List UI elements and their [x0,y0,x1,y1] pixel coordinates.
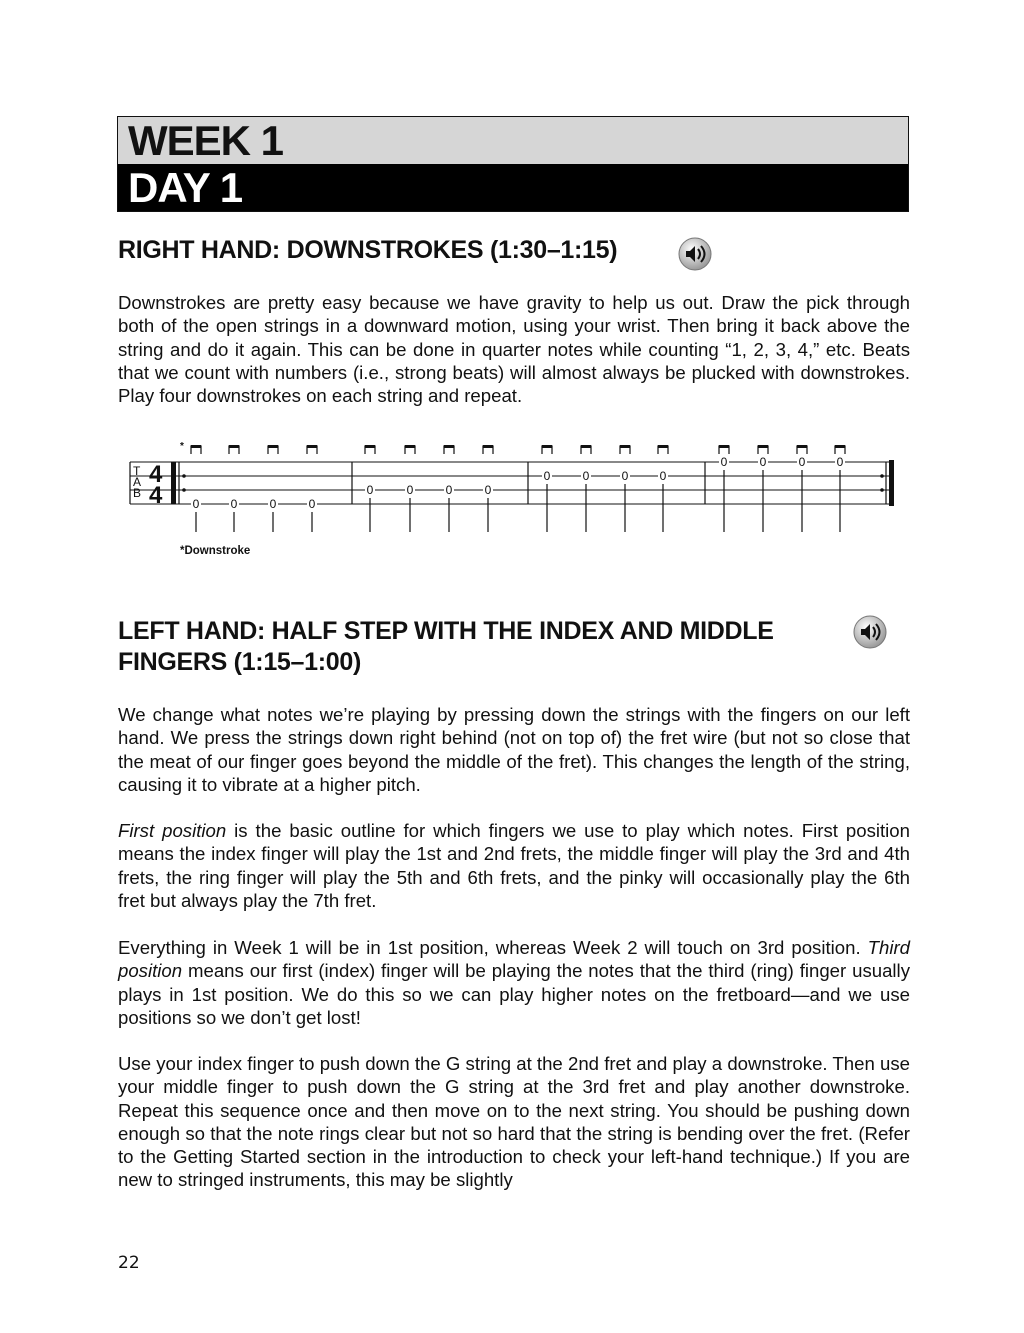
downstroke-symbol-bar [797,445,807,448]
fret-number: 0 [543,469,551,483]
section-title-half-step-line1: LEFT HAND: HALF STEP WITH THE INDEX AND MIDDLE [118,617,774,645]
half-step-paragraph-2 [118,819,910,912]
half-step-paragraph-1: We change what notes we’re playing by pressing down the strings with the fingers on our left hand. We press the strings down right behind (not on top of) the fret wire (but not so close that the meat of our finger goes beyond the middle of the fret). This changes the length of the string, causing it to vibrate at a higher pitch. [118,704,910,795]
downstroke-symbol-bar [191,445,201,448]
downstroke-symbol-bar [620,445,630,448]
first-position-term: First position [118,820,227,841]
half-step-paragraph-3 [118,936,910,1029]
repeat-dot [880,488,884,492]
first-position-text: is the basic outline for which fingers we use to play which notes. First position means the index finger will play the 1st and 2nd frets, the middle finger will play the 3rd and 4th frets, the ring finger will play the 5th and 6th frets, and the pinky will occasionally play the 6th fret but always play the 7th fret. [118,820,910,911]
half-step-paragraph-4: Use your index finger to push down the G string at the 2nd fret and play a downstroke. Then use your middle finger to push down the G string at the 3rd fret and play another downstroke. Repeat this sequence once and then move on to the next string. You should be pushing down enough so that the note rings clear but not so hard that the string is bending over the fret. (Refer to the Getting Started section in the introduction to check your left-hand technique.) If you are new to stringed instruments, this may be slightly [118,1053,910,1191]
fret-number: 0 [445,483,453,497]
fret-number: 0 [720,455,728,469]
downstroke-symbol-bar [307,445,317,448]
downstroke-symbol-bar [658,445,668,448]
fret-number: 0 [308,497,316,511]
fret-number: 0 [484,483,492,497]
fret-number: 0 [366,483,374,497]
fret-number: 0 [798,455,806,469]
section-title-downstrokes: RIGHT HAND: DOWNSTROKES (1:30–1:15) [118,236,618,264]
fret-number: 0 [406,483,414,497]
downstroke-symbol-bar [365,445,375,448]
third-position-term: Third position [118,937,910,982]
repeat-end-thick-bar [889,460,894,506]
downstroke-symbol-bar [758,445,768,448]
tab-clef-letter: B [133,486,142,500]
day-title: DAY 1 [118,164,908,211]
fret-number: 0 [192,497,200,511]
downstroke-asterisk: * [180,441,184,452]
fret-number: 0 [269,497,277,511]
week1-position-text: Everything in Week 1 will be in 1st position, whereas Week 2 will touch on 3rd position. [118,937,868,958]
fret-number: 0 [759,455,767,469]
fret-number: 0 [582,469,590,483]
third-position-text: means our first (index) finger will be playing the notes that the third (ring) finger usually plays in 1st position. We do this so we can play higher notes on the fretboard—and we use positions so we don’t get lost! [118,960,910,1028]
downstroke-symbol-bar [229,445,239,448]
downstroke-symbol-bar [835,445,845,448]
page-number: 22 [118,1253,140,1273]
repeat-dot [182,474,186,478]
downstroke-symbol-bar [542,445,552,448]
tab-clef-letter: T [133,464,141,478]
week-day-header [117,116,909,212]
fret-number: 0 [230,497,238,511]
repeat-dot [880,474,884,478]
speaker-icon[interactable] [853,615,887,649]
section-title-half-step-line2: FINGERS (1:15–1:00) [118,648,361,676]
tab-footnote: *Downstroke [180,545,251,557]
time-signature-digit: 4 [149,461,163,488]
downstroke-symbol-bar [483,445,493,448]
downstroke-symbol-bar [268,445,278,448]
fret-number: 0 [836,455,844,469]
downstroke-symbol-bar [719,445,729,448]
fret-number: 0 [659,469,667,483]
downstrokes-paragraph: Downstrokes are pretty easy because we have gravity to help us out. Draw the pick through both of the open strings in a downward motion, using your wrist. Then bring it back above the string and do it again. This can be done in quarter notes while counting “1, 2, 3, 4,” etc. Beats that we count with numbers (i.e., strong beats) will almost always be plucked with downstrokes. Play four downstrokes on each string and repeat. [118,292,910,407]
downstroke-symbol-bar [444,445,454,448]
time-signature-digit: 4 [149,482,163,509]
repeat-start-thick-bar [171,462,176,504]
week-title: WEEK 1 [118,117,908,164]
speaker-icon[interactable] [678,237,712,271]
fret-number: 0 [621,469,629,483]
downstroke-symbol-bar [581,445,591,448]
downstroke-symbol-bar [405,445,415,448]
tab-clef-letter: A [133,475,142,489]
repeat-dot [182,488,186,492]
